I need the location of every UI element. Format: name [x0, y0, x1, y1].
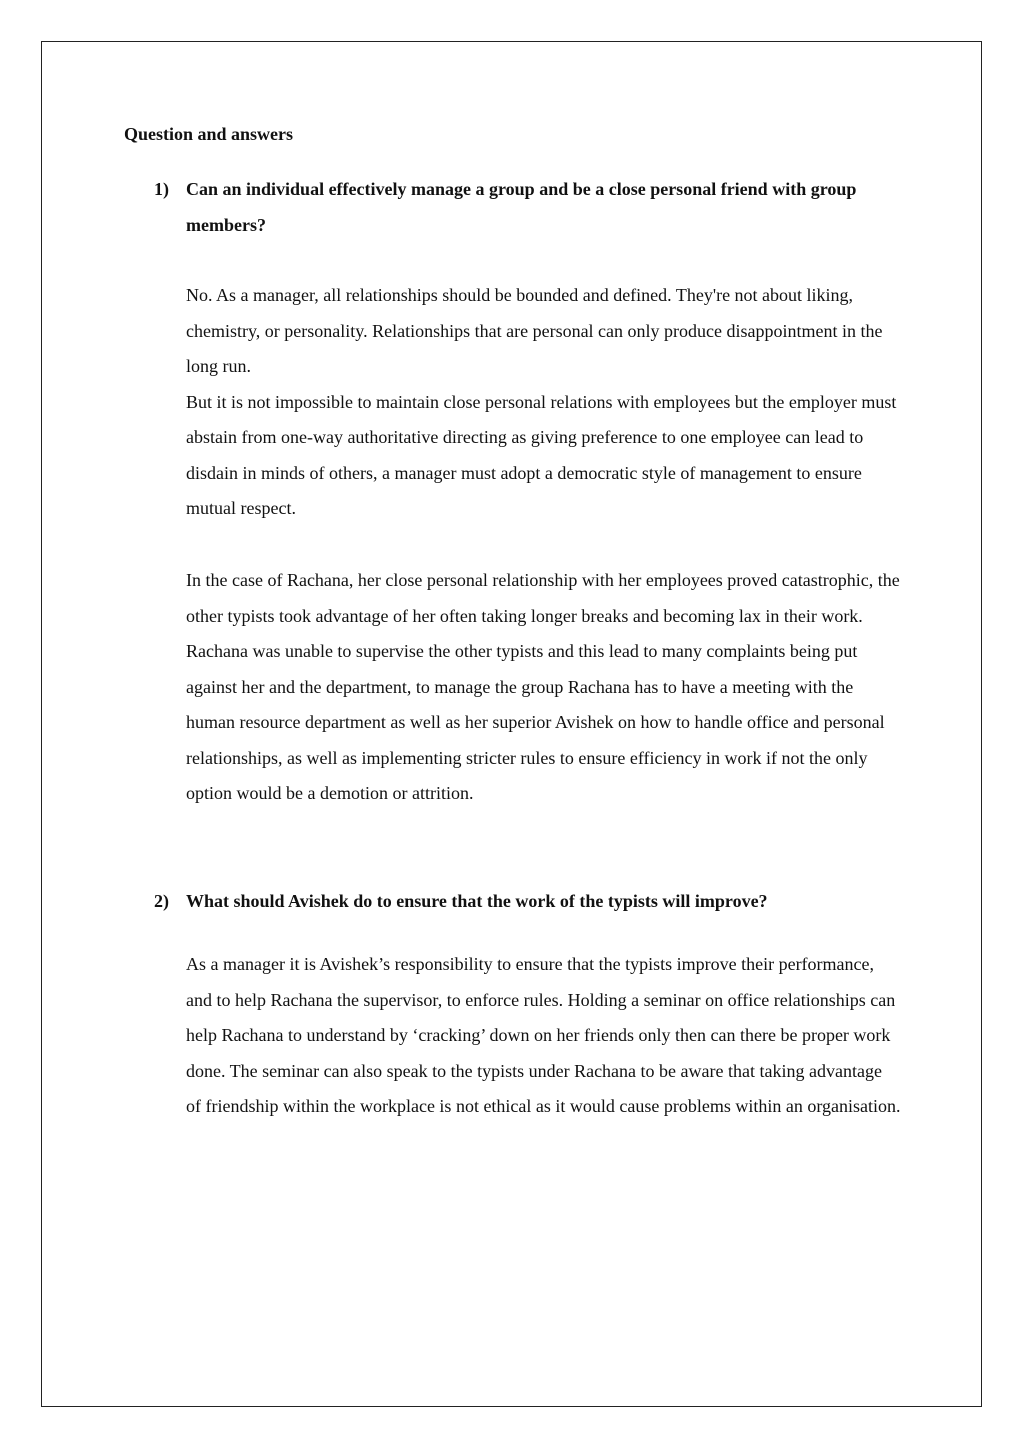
answer-1-case-study [186, 563, 901, 812]
question-number: 2) [154, 891, 169, 911]
answer-paragraph: But it is not impossible to maintain close personal relations with employees but the employer must abstain from one-way authoritative directing as giving preference to one employee can lead to disdain in minds of others, a manager must adopt a democratic style of management to ensure mutual respect. [186, 391, 897, 518]
question-2 [154, 883, 914, 919]
question-text: What should Avishek do to ensure that the work of the typists will improve? [186, 891, 768, 911]
answer-1 [186, 278, 901, 527]
question-1 [154, 171, 914, 243]
answer-paragraph: No. As a manager, all relationships should be bounded and defined. They're not about liking, chemistry, or personality. Relationships that are personal can only produce disappointment in the long run. [186, 285, 883, 376]
answer-paragraph: In the case of Rachana, her close personal relationship with her employees proved catastrophic, the other typists took advantage of her often taking longer breaks and becoming lax in their work. Rachana was unable to supervise the other typists and this lead to many complaints being put against her and the department, to manage the group Rachana has to have a meeting with the human resource department as well as her superior Avishek on how to handle office and personal relationships, as well as implementing stricter rules to ensure efficiency in work if not the only option would be a demotion or attrition. [186, 570, 900, 803]
answer-paragraph: As a manager it is Avishek’s responsibility to ensure that the typists improve their performance, and to help Rachana the supervisor, to enforce rules. Holding a seminar on office relationships can help Rachana to understand by ‘cracking’ down on her friends only then can there be proper work done. The seminar can also speak to the typists under Rachana to be aware that taking advantage of friendship within the workplace is not ethical as it would cause problems within an organisation. [186, 954, 901, 1116]
document-heading: Question and answers [124, 124, 294, 144]
question-text: Can an individual effectively manage a group and be a close personal friend with group members? [186, 179, 857, 235]
answer-2 [186, 947, 901, 1125]
question-number: 1) [154, 179, 169, 199]
